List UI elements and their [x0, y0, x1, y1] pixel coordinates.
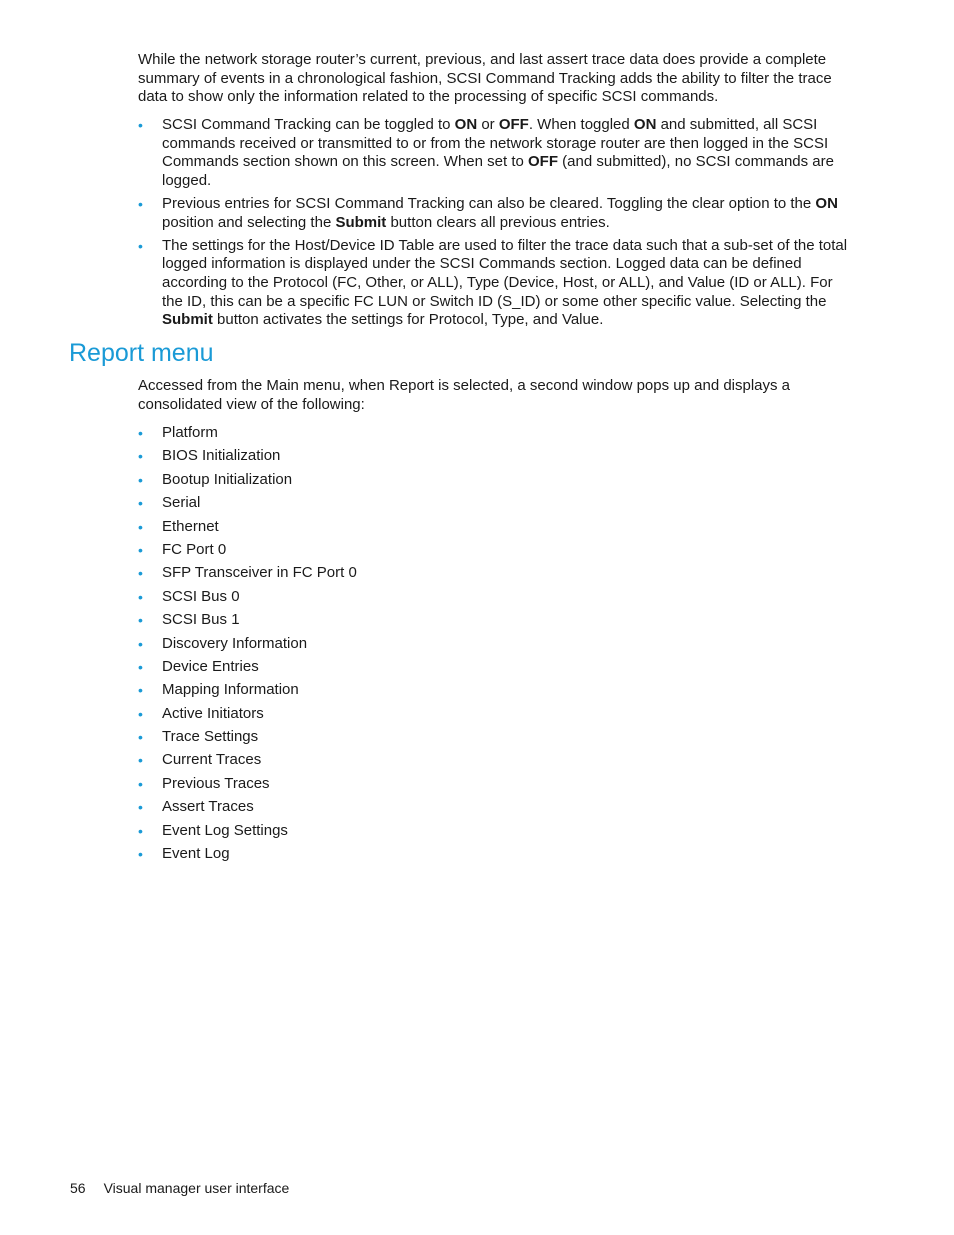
list-item: • SCSI Bus 1: [138, 611, 240, 629]
bullet-icon: •: [138, 822, 143, 839]
bullet-icon: •: [138, 612, 143, 629]
list-item: • Device Entries: [138, 657, 259, 675]
bullet-icon: •: [138, 799, 143, 816]
section-heading: Report menu: [69, 339, 214, 367]
bullet-icon: •: [138, 518, 143, 535]
list-item: • Mapping Information: [138, 681, 299, 699]
report-item-list: [138, 424, 848, 868]
list-item: • Current Traces: [138, 751, 262, 769]
intro-paragraph: While the network storage router’s current, previous, and last assert trace data does provide a complete summary of events in a chronological fashion, SCSI Command Tracking adds the ability to filter the trace data to show only the information related to the processing of specific SCSI commands.: [138, 51, 832, 106]
bullet-icon: •: [138, 448, 143, 465]
list-item: • SFP Transceiver in FC Port 0: [138, 564, 357, 582]
bullet-icon: •: [138, 846, 143, 863]
bullet-icon: •: [138, 117, 143, 133]
bullet-icon: •: [138, 237, 143, 254]
list-item: • Trace Settings: [138, 728, 259, 746]
list-item: • Assert Traces: [138, 798, 254, 816]
list-item: • Previous entries for SCSI Command Tracking can also be cleared. Toggling the clear option to the ON position and selecting the Submit button clears all previous entries.: [138, 194, 838, 231]
list-item: • Previous Traces: [138, 774, 270, 792]
list-item: • Active Initiators: [138, 704, 264, 722]
bullet-icon: •: [138, 588, 143, 605]
list-item: • Serial: [138, 494, 201, 512]
bullet-icon: •: [138, 775, 143, 792]
bullet-icon: •: [138, 195, 143, 212]
bullet-icon: •: [138, 471, 143, 488]
list-item: • Event Log Settings: [138, 821, 288, 839]
list-item: • The settings for the Host/Device ID Table are used to filter the trace data such that a sub-set of the total logged information is displayed under the SCSI Commands section. Logged data can be defined according to the Protocol (FC, Other, or ALL), Type (Device, Host, or ALL), and Value (ID or ALL). For the ID, this can be a specific FC LUN or Switch ID (S_ID) or some other specific value. Selecting the Submit button activates the settings for Protocol, Type, and Value.: [138, 236, 848, 329]
bullet-icon: •: [138, 541, 143, 558]
bullet-icon: •: [138, 658, 143, 675]
tracking-bullet-list: [138, 116, 848, 334]
bullet-icon: •: [138, 705, 143, 722]
list-item: • SCSI Bus 0: [138, 587, 240, 605]
list-item: • BIOS Initialization: [138, 447, 281, 465]
list-item: • Platform: [138, 424, 218, 441]
bullet-icon: •: [138, 565, 143, 582]
bullet-icon: •: [138, 729, 143, 746]
list-item: • Bootup Initialization: [138, 470, 293, 488]
section-intro: Accessed from the Main menu, when Report is selected, a second window pops up and displays a consolidated view of the following:: [138, 377, 791, 413]
list-item: • Event Log: [138, 845, 230, 863]
bullet-icon: •: [138, 425, 143, 441]
bullet-icon: •: [138, 495, 143, 512]
list-item: • FC Port 0: [138, 540, 227, 558]
page-number: 56: [70, 1180, 86, 1196]
list-item: • SCSI Command Tracking can be toggled to ON or OFF. When toggled ON and submitted, all SCSI commands received or transmitted to or from the network storage router are then logged in the SCSI Commands section shown on this screen. When set to OFF (and submitted), no SCSI commands are logged.: [138, 116, 834, 189]
list-item: • Ethernet: [138, 517, 219, 535]
bullet-icon: •: [138, 682, 143, 699]
page-footer: [70, 1179, 289, 1197]
list-item: • Discovery Information: [138, 634, 308, 652]
bullet-icon: •: [138, 635, 143, 652]
footer-section-name: Visual manager user interface: [103, 1180, 290, 1196]
bullet-icon: •: [138, 752, 143, 769]
